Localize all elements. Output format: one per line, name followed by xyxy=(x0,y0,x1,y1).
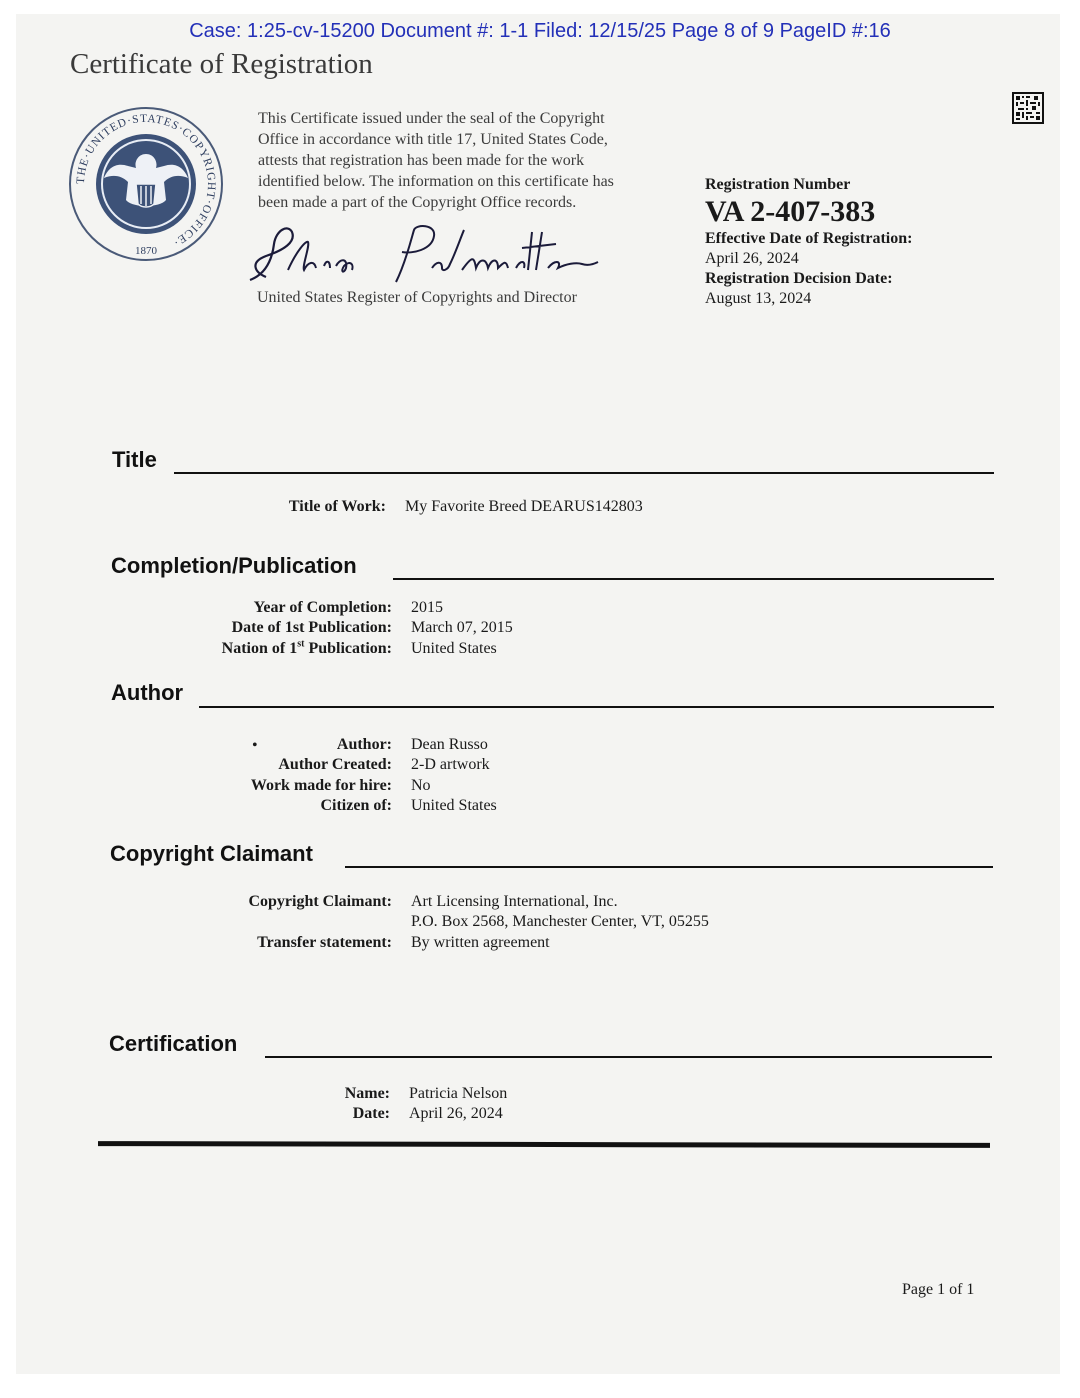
section-completion-heading: Completion/Publication xyxy=(111,553,357,578)
intro-line: Office in accordance with title 17, United States Code, xyxy=(258,131,608,148)
field-label xyxy=(212,912,411,932)
field-row xyxy=(212,776,497,796)
seal-year: 1870 xyxy=(135,245,157,257)
field-row xyxy=(212,735,497,755)
field-label: Transfer statement: xyxy=(257,933,392,951)
label-superscript: st xyxy=(297,638,305,650)
seal-ring-text: THE·UNITED·STATES·COPYRIGHT·OFFICE· xyxy=(74,112,218,249)
completion-fields xyxy=(212,598,513,659)
author-fields xyxy=(212,735,497,816)
field-row xyxy=(206,497,643,517)
field-row xyxy=(212,912,709,932)
field-row xyxy=(212,796,497,816)
first-publication-date: March 07, 2015 xyxy=(411,619,513,637)
effective-date-label: Effective Date of Registration: xyxy=(705,230,913,247)
section-claimant-heading: Copyright Claimant xyxy=(110,841,313,866)
author-name: Dean Russo xyxy=(411,736,488,753)
field-row xyxy=(210,1084,507,1104)
section-rule xyxy=(393,578,994,580)
certificate-intro xyxy=(258,108,658,213)
label-part: Publication: xyxy=(304,639,392,657)
case-header: Case: 1:25-cv-15200 Document #: 1-1 Filed: 12/15/25 Page 8 of 9 PageID #:16 xyxy=(189,20,891,42)
author-bullet: • xyxy=(252,737,258,754)
year-of-completion: 2015 xyxy=(411,599,443,616)
citizen-of: United States xyxy=(411,796,497,814)
decision-date-label: Registration Decision Date: xyxy=(705,270,893,287)
intro-line: attests that registration has been made for the work xyxy=(258,152,585,169)
author-created: 2-D artwork xyxy=(411,756,490,774)
title-of-work: My Favorite Breed DEARUS142803 xyxy=(405,498,643,515)
section-certification-heading: Certification xyxy=(109,1031,238,1056)
claimant-fields xyxy=(212,892,709,953)
section-rule xyxy=(265,1056,992,1058)
field-label: Copyright Claimant: xyxy=(248,893,392,910)
registration-number-label: Registration Number xyxy=(705,176,851,193)
field-label: Name: xyxy=(344,1085,390,1102)
intro-line: identified below. The information on this certificate has xyxy=(258,173,614,190)
section-title-heading: Title xyxy=(112,447,157,472)
field-row xyxy=(212,933,709,953)
field-label xyxy=(212,639,411,659)
field-row xyxy=(212,639,513,659)
claimant-name: Art Licensing International, Inc. xyxy=(411,893,618,910)
effective-date: April 26, 2024 xyxy=(705,250,799,267)
section-rule xyxy=(345,866,993,868)
intro-line: been made a part of the Copyright Office records. xyxy=(258,194,577,211)
page-footer: Page 1 of 1 xyxy=(902,1281,975,1298)
field-label: Date of 1st Publication: xyxy=(231,619,392,637)
section-author-heading: Author xyxy=(111,680,184,705)
field-label: Author: xyxy=(336,736,392,753)
label-part: Nation of 1 xyxy=(221,639,298,657)
field-label: Citizen of: xyxy=(320,796,392,814)
certificate-title: Certificate of Registration xyxy=(70,48,373,80)
field-row xyxy=(212,892,709,912)
register-signature-icon xyxy=(236,222,606,292)
certification-date: April 26, 2024 xyxy=(409,1105,503,1123)
field-label: Date: xyxy=(352,1105,390,1123)
field-row xyxy=(210,1104,507,1124)
title-fields xyxy=(206,497,643,517)
copyright-office-seal-icon xyxy=(66,104,226,264)
registration-number: VA 2-407-383 xyxy=(705,195,876,228)
transfer-statement: By written agreement xyxy=(411,933,550,951)
field-row xyxy=(212,755,497,775)
certifier-name: Patricia Nelson xyxy=(409,1085,508,1102)
work-made-for-hire: No xyxy=(411,776,431,794)
decision-date: August 13, 2024 xyxy=(705,290,812,307)
section-rule xyxy=(199,706,994,708)
register-caption: United States Register of Copyrights and Director xyxy=(257,289,577,306)
qr-code-icon xyxy=(1012,92,1044,124)
field-row xyxy=(212,598,513,618)
section-rule xyxy=(174,472,994,474)
first-publication-nation: United States xyxy=(411,639,497,657)
registration-info xyxy=(705,176,912,309)
field-label: Author Created: xyxy=(278,756,392,774)
certification-fields xyxy=(210,1084,507,1125)
intro-line: This Certificate issued under the seal of the Copyright xyxy=(258,110,605,127)
field-row xyxy=(212,618,513,638)
field-label: Year of Completion: xyxy=(253,599,392,616)
field-label: Work made for hire: xyxy=(250,776,392,794)
claimant-address: P.O. Box 2568, Manchester Center, VT, 05255 xyxy=(411,913,709,931)
field-label: Title of Work: xyxy=(288,498,386,515)
